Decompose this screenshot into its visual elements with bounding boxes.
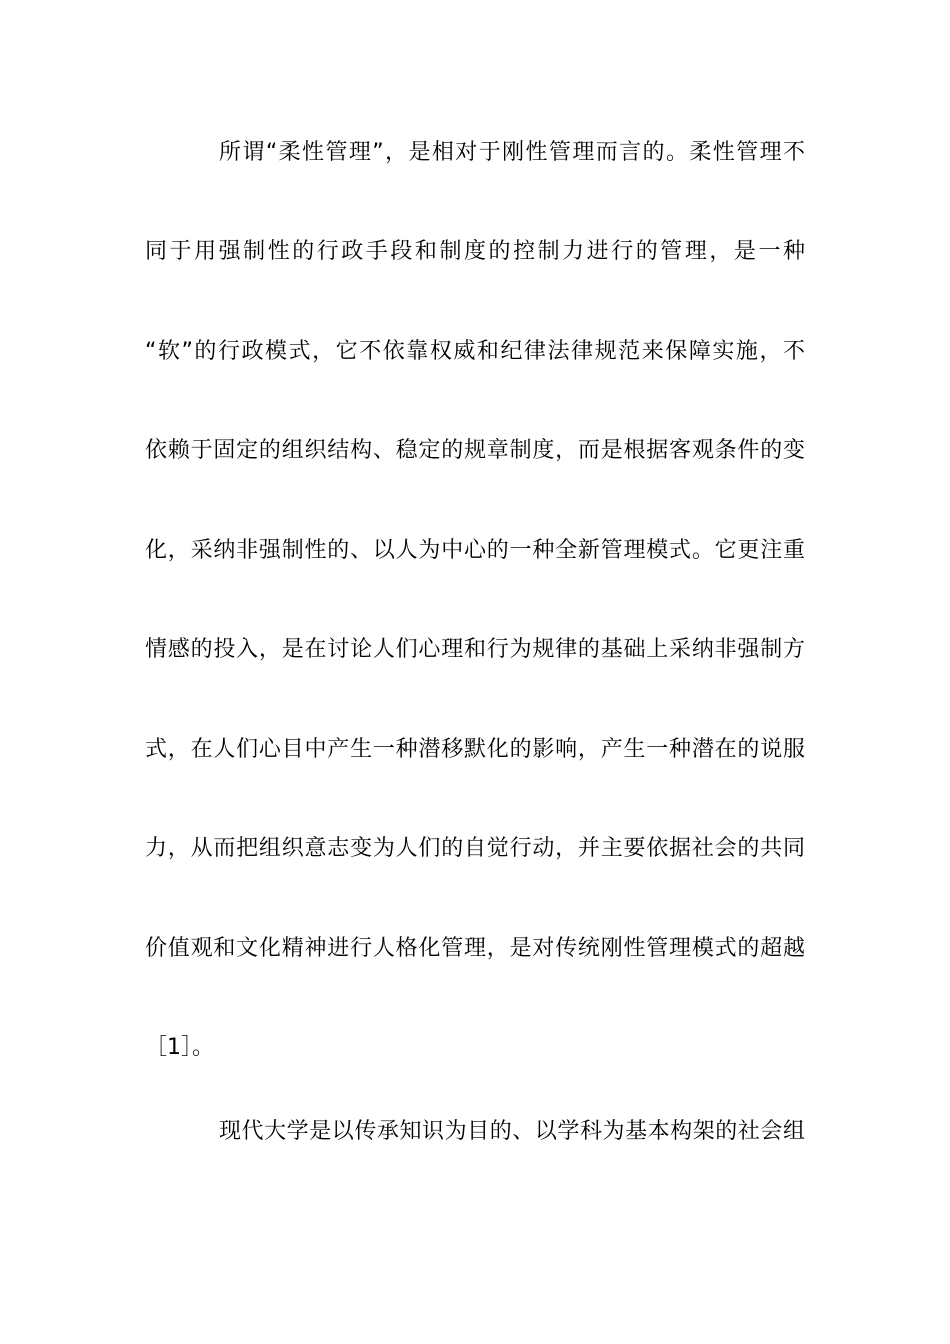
- paragraph-1-line-1: 所谓“柔性管理”，是相对于刚性管理而言的。柔性管理不: [219, 140, 805, 165]
- paragraph-1-line-9: 价值观和文化精神进行人格化管理，是对传统刚性管理模式的超越: [145, 936, 805, 961]
- paragraph-1-line-2: 同于用强制性的行政手段和制度的控制力进行的管理，是一种: [145, 239, 805, 264]
- paragraph-1-line-4: 依赖于固定的组织结构、稳定的规章制度，而是根据客观条件的变: [145, 438, 805, 463]
- paragraph-1-line-8: 力，从而把组织意志变为人们的自觉行动，并主要依据社会的共同: [145, 836, 805, 861]
- paragraph-1-line-7: 式，在人们心目中产生一种潜移默化的影响，产生一种潜在的说服: [145, 737, 805, 762]
- paragraph-1-line-3: “软”的行政模式，它不依靠权威和纪律法律规范来保障实施，不: [145, 339, 805, 364]
- paragraph-1-line-10: ［1］。: [145, 1035, 214, 1060]
- paragraph-1-line-5: 化，采纳非强制性的、以人为中心的一种全新管理模式。它更注重: [145, 538, 805, 563]
- paragraph-2-line-1: 现代大学是以传承知识为目的、以学科为基本构架的社会组: [219, 1119, 805, 1144]
- paragraph-1-line-6: 情感的投入，是在讨论人们心理和行为规律的基础上采纳非强制方: [145, 637, 805, 662]
